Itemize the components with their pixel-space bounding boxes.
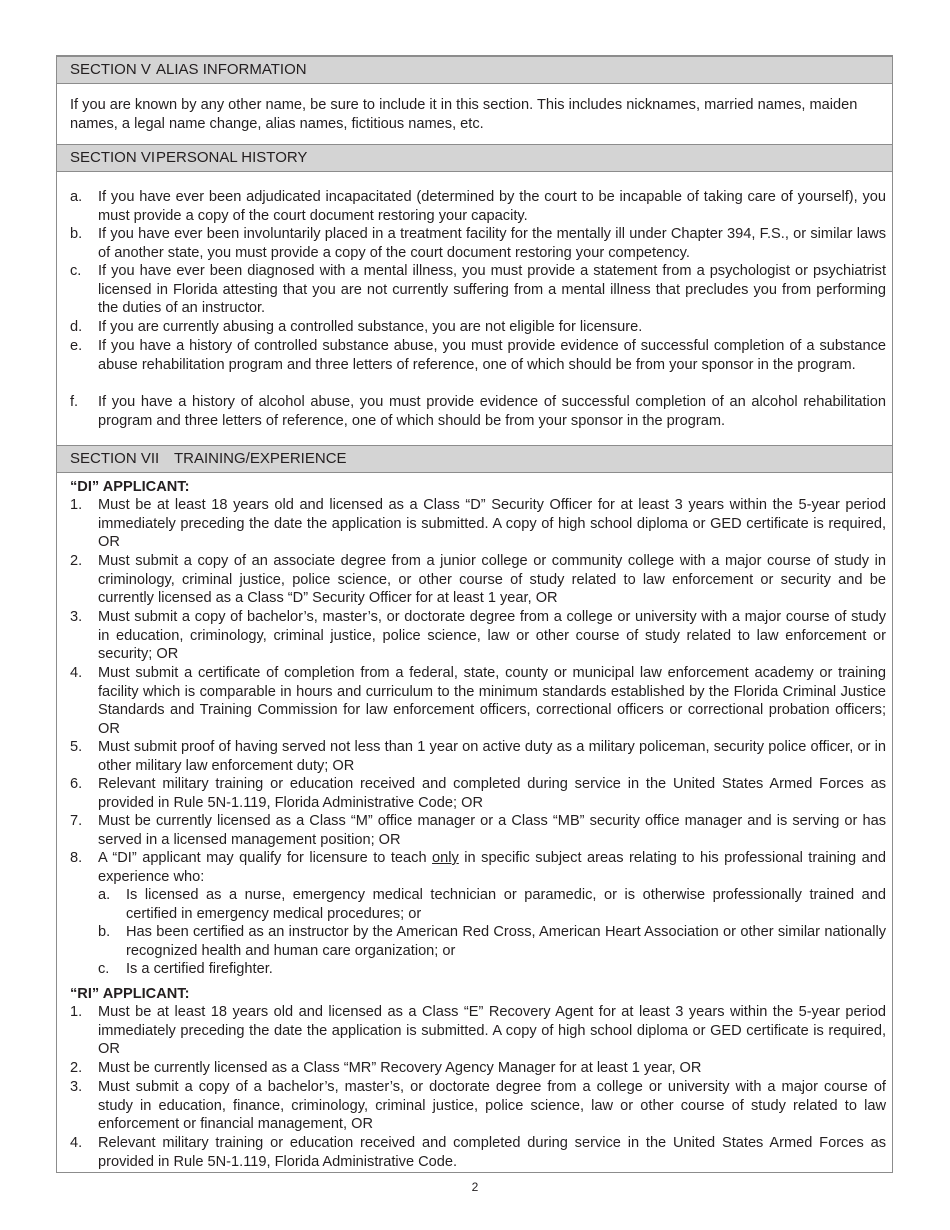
list-item: 6. Relevant military training or education received and completed during service in the United States Armed Forces as provided in Rule 5N-1.119, Florida Administrative Code; OR [70, 776, 886, 811]
list-item: b. If you have ever been involuntarily placed in a treatment facility for the mentally ill under Chapter 394, F.S., or similar laws of another state, you must provide a copy of the court document restoring your competency. [70, 226, 886, 261]
list-item: f. If you have a history of alcohol abuse, you must provide evidence of successful completion of an alcohol rehabilitation program and three letters of reference, one of which should be from your sponsor in the program. [70, 394, 886, 429]
section-5-header [57, 56, 892, 84]
list-item: 2. Must submit a copy of an associate degree from a junior college or community college with a major course of study in criminology, criminal justice, police science, or other course of study related to law enforcement or security and be currently licensed as a Class “D” Security Officer for at least 1 year, OR [70, 553, 886, 606]
list-item: 2. Must be currently licensed as a Class “MR” Recovery Agency Manager for at least 1 year, OR [70, 1060, 702, 1076]
list-item: 3. Must submit a copy of bachelor’s, master’s, or doctorate degree from a college or university with a major course of study in education, criminology, criminal justice, police science, law or other course of study related to law enforcement or security; OR [70, 609, 886, 662]
ri-applicant-heading: “RI” APPLICANT: [70, 986, 190, 1002]
list-item: 1. Must be at least 18 years old and licensed as a Class “E” Recovery Agent for at least 3 years within the 5-year period immediately preceding the date the application is submitted. A copy of high school diploma or GED certificate is required, OR [70, 1004, 886, 1057]
section-5-number: SECTION V [70, 61, 151, 78]
section-7-number: SECTION VII [70, 450, 160, 467]
list-item: 7. Must be currently licensed as a Class “M” office manager or a Class “MB” security office manager and is serving or has served in a licensed management position; OR [70, 813, 886, 848]
list-item: b. Has been certified as an instructor by the American Red Cross, American Heart Association or other similar nationally recognized health and human care organization; or [98, 924, 886, 959]
list-item: 3. Must submit a copy of a bachelor’s, master’s, or doctorate degree from a college or university with a major course of study in education, finance, criminology, criminal justice, police science, law or other course of study related to law enforcement or financial management, OR [70, 1079, 886, 1132]
section-7-header [57, 445, 892, 473]
underlined-only: only [432, 850, 459, 866]
list-item: 4. Relevant military training or education received and completed during service in the United States Armed Forces as provided in Rule 5N-1.119, Florida Administrative Code. [70, 1135, 886, 1170]
section-5-title: ALIAS INFORMATION [156, 61, 307, 78]
list-item: c. Is a certified firefighter. [98, 961, 273, 977]
section-5-body: If you are known by any other name, be sure to include it in this section. This includes nicknames, married names, maiden names, a legal name change, alias names, fictitious names, etc. [70, 97, 858, 132]
list-item: a. Is licensed as a nurse, emergency medical technician or paramedic, or is otherwise professionally trained and certified in emergency medical procedures; or [98, 887, 886, 922]
section-6-title: PERSONAL HISTORY [156, 149, 308, 166]
list-item: d. If you are currently abusing a controlled substance, you are not eligible for licensure. [70, 319, 643, 335]
section-6-number: SECTION VI [70, 149, 156, 166]
list-item: 5. Must submit proof of having served not less than 1 year on active duty as a military policeman, security police officer, or in other military law enforcement duty; OR [70, 739, 886, 774]
list-item: 8. A “DI” applicant may qualify for licensure to teach only in specific subject areas relating to his professional training and experience who: [70, 850, 886, 885]
list-item: e. If you have a history of controlled substance abuse, you must provide evidence of successful completion of a substance abuse rehabilitation program and three letters of reference, one of which should be from your sponsor in the program. [70, 338, 886, 373]
list-item: 1. Must be at least 18 years old and licensed as a Class “D” Security Officer for at least 3 years within the 5-year period immediately preceding the date the application is submitted. A copy of high school diploma or GED certificate is required, OR [70, 497, 886, 550]
list-item: a. If you have ever been adjudicated incapacitated (determined by the court to be incapable of taking care of yourself), you must provide a copy of the court document restoring your capacity. [70, 189, 886, 224]
list-item: c. If you have ever been diagnosed with a mental illness, you must provide a statement from a psychologist or psychiatrist licensed in Florida attesting that you are not currently suffering from a mental illness that precludes you from performing the duties of an instructor. [70, 263, 886, 316]
di-applicant-heading: “DI” APPLICANT: [70, 479, 190, 495]
page-number: 2 [471, 1180, 479, 1194]
form-frame [56, 55, 893, 1173]
section-7-title: TRAINING/EXPERIENCE [174, 450, 347, 467]
list-item: 4. Must submit a certificate of completion from a federal, state, county or municipal law enforcement academy or training facility which is comparable in hours and curriculum to the minimum standards established by the Florida Criminal Justice Standards and Training Commission for law enforcement officers, correctional officers or correctional probation officers; OR [70, 665, 886, 737]
section-6-header [57, 144, 892, 172]
